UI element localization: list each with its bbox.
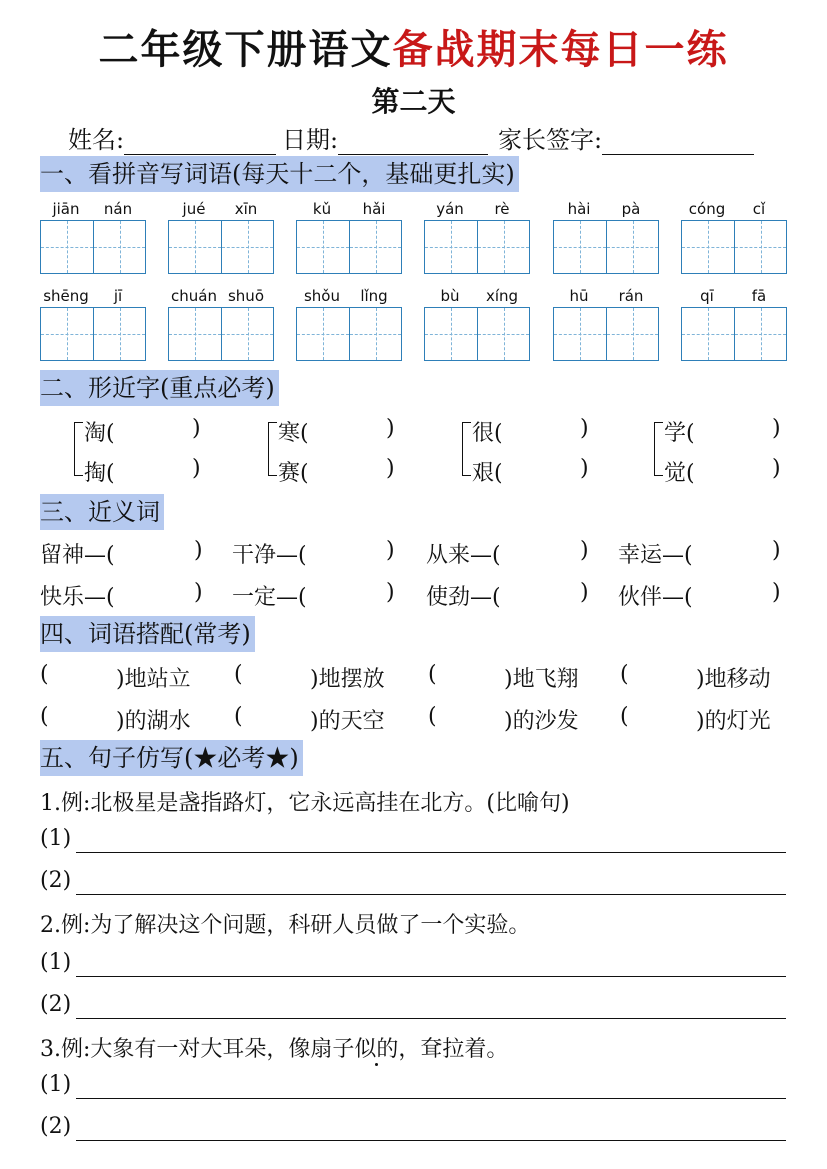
tianzige-box[interactable]: [553, 307, 659, 361]
similar-char: 掏(: [84, 461, 115, 486]
open-paren: (: [234, 662, 243, 687]
open-paren: (: [428, 704, 437, 729]
answer-blank[interactable]: [326, 416, 380, 446]
pinyin-label: jué: [182, 200, 206, 218]
page-title: [0, 18, 827, 75]
similar-char: 学(: [664, 421, 695, 446]
similar-char: 赛(: [278, 461, 309, 486]
synonym-word: 伙伴—(: [618, 585, 693, 610]
collocation-word: )地飞翔: [504, 667, 579, 692]
pinyin-label: pà: [621, 200, 641, 218]
synonym-word: 快乐—(: [40, 585, 115, 610]
name-input[interactable]: [124, 128, 276, 155]
answer-blank[interactable]: [132, 416, 186, 446]
close-paren: ): [386, 538, 395, 563]
parent-signature-input[interactable]: [602, 128, 754, 155]
title-red: 备战期末每日一练: [392, 27, 729, 73]
answer-blank[interactable]: [512, 538, 582, 568]
ex3-part-a: 3.例:大象有一对大耳朵，像扇子: [40, 1037, 355, 1062]
pinyin-label: lǐng: [360, 287, 388, 305]
similar-char: 很(: [472, 421, 503, 446]
tianzige-box[interactable]: [40, 307, 146, 361]
title-black: 二年级下册语文: [98, 27, 393, 73]
collocation-word: )地摆放: [310, 667, 385, 692]
bracket: [268, 422, 277, 476]
date-field: [282, 120, 488, 155]
close-paren: ): [772, 538, 781, 563]
answer-line-label: (1): [40, 826, 72, 851]
tianzige-cell[interactable]: [682, 308, 734, 360]
answer-blank[interactable]: [704, 538, 774, 568]
tianzige-box[interactable]: [296, 307, 402, 361]
ex3-emphasis: 似的: [354, 1037, 399, 1062]
close-paren: ): [580, 580, 589, 605]
close-paren: ): [386, 580, 395, 605]
pinyin-label: shǒu: [303, 287, 340, 305]
answer-blank[interactable]: [712, 416, 766, 446]
answer-line-label: (2): [40, 992, 72, 1017]
parent-signature-field: [498, 120, 754, 155]
synonym-word: 使劲—(: [426, 585, 501, 610]
answer-blank[interactable]: [520, 416, 574, 446]
answer-line[interactable]: [76, 1140, 786, 1141]
similar-char: 艰(: [472, 461, 503, 486]
similar-char: 淘(: [84, 421, 115, 446]
open-paren: (: [234, 704, 243, 729]
tianzige-cell[interactable]: [169, 221, 221, 273]
date-label: 日期:: [282, 126, 339, 154]
pinyin-label: nán: [103, 200, 133, 218]
tianzige-cell[interactable]: [554, 221, 606, 273]
pinyin-label: hū: [569, 287, 589, 305]
tianzige-box[interactable]: [424, 307, 530, 361]
open-paren: (: [620, 662, 629, 687]
page-subtitle: 第二天: [371, 85, 456, 118]
pinyin-label: jī: [113, 287, 123, 305]
ex3-part-c: ，耷拉着。: [398, 1037, 509, 1062]
close-paren: ): [772, 416, 781, 441]
tianzige-cell[interactable]: [349, 221, 401, 273]
pinyin-label: cóng: [688, 200, 726, 218]
synonym-word: 从来—(: [426, 543, 501, 568]
section-1-heading: 一、看拼音写词语(每天十二个，基础更扎实): [40, 156, 519, 192]
pinyin-label: shuō: [227, 287, 264, 305]
tianzige-box[interactable]: [296, 220, 402, 274]
tianzige-box[interactable]: [424, 220, 530, 274]
answer-blank[interactable]: [126, 580, 196, 610]
section-4-heading: 四、词语搭配(常考): [40, 616, 255, 652]
close-paren: ): [194, 538, 203, 563]
tianzige-cell[interactable]: [606, 221, 658, 273]
tianzige-cell[interactable]: [41, 221, 93, 273]
collocation-word: )的天空: [310, 709, 385, 734]
answer-blank[interactable]: [712, 456, 766, 486]
open-paren: (: [40, 704, 49, 729]
answer-blank[interactable]: [326, 456, 380, 486]
bracket: [654, 422, 663, 476]
sentence-example-3: [40, 1032, 508, 1063]
pinyin-label: jiān: [52, 200, 80, 218]
date-input[interactable]: [338, 128, 488, 155]
pinyin-label: hǎi: [362, 200, 386, 218]
name-label: 姓名:: [68, 126, 125, 154]
synonym-word: 幸运—(: [618, 543, 693, 568]
answer-blank[interactable]: [520, 456, 574, 486]
answer-blank[interactable]: [704, 580, 774, 610]
pinyin-label: rán: [618, 287, 644, 305]
answer-blank[interactable]: [54, 662, 114, 692]
section-2-heading: 二、形近字(重点必考): [40, 370, 279, 406]
tianzige-cell[interactable]: [93, 308, 145, 360]
answer-blank[interactable]: [318, 580, 388, 610]
tianzige-box[interactable]: [168, 220, 274, 274]
answer-blank[interactable]: [512, 580, 582, 610]
close-paren: ): [580, 456, 589, 481]
close-paren: ): [192, 416, 201, 441]
pinyin-label: qī: [700, 287, 714, 305]
tianzige-cell[interactable]: [297, 221, 349, 273]
tianzige-cell[interactable]: [606, 308, 658, 360]
answer-blank[interactable]: [318, 538, 388, 568]
tianzige-box[interactable]: [681, 307, 787, 361]
answer-blank[interactable]: [442, 662, 502, 692]
close-paren: ): [194, 580, 203, 605]
name-field: [68, 120, 276, 155]
pinyin-label: shēng: [43, 287, 89, 305]
answer-blank[interactable]: [54, 704, 114, 734]
tianzige-cell[interactable]: [221, 308, 273, 360]
answer-blank[interactable]: [634, 662, 694, 692]
tianzige-cell[interactable]: [41, 308, 93, 360]
tianzige-cell[interactable]: [425, 221, 477, 273]
synonym-word: 干净—(: [232, 543, 307, 568]
pinyin-label: bù: [440, 287, 460, 305]
close-paren: ): [772, 580, 781, 605]
tianzige-cell[interactable]: [477, 308, 529, 360]
tianzige-cell[interactable]: [477, 221, 529, 273]
pinyin-label: yán: [436, 200, 464, 218]
pinyin-label: fā: [751, 287, 767, 305]
answer-line[interactable]: [76, 894, 786, 895]
similar-char: 觉(: [664, 461, 695, 486]
section-3-heading: 三、近义词: [40, 494, 164, 530]
tianzige-box[interactable]: [40, 220, 146, 274]
answer-blank[interactable]: [132, 456, 186, 486]
synonym-word: 留神—(: [40, 543, 115, 568]
answer-line[interactable]: [76, 852, 786, 853]
tianzige-cell[interactable]: [349, 308, 401, 360]
pinyin-label: xīn: [234, 200, 258, 218]
tianzige-cell[interactable]: [93, 221, 145, 273]
pinyin-label: hài: [567, 200, 591, 218]
section-5-heading: 五、句子仿写(★必考★): [40, 740, 303, 776]
close-paren: ): [580, 538, 589, 563]
tianzige-box[interactable]: [168, 307, 274, 361]
pinyin-label: xíng: [485, 287, 519, 305]
answer-line[interactable]: [76, 1018, 786, 1019]
answer-line-label: (1): [40, 950, 72, 975]
bracket: [462, 422, 471, 476]
collocation-word: )地移动: [696, 667, 771, 692]
open-paren: (: [620, 704, 629, 729]
similar-char: 寒(: [278, 421, 309, 446]
tianzige-cell[interactable]: [169, 308, 221, 360]
sentence-example-2: 2.例:为了解决这个问题，科研人员做了一个实验。: [40, 913, 531, 938]
tianzige-cell[interactable]: [682, 221, 734, 273]
answer-blank[interactable]: [442, 704, 502, 734]
tianzige-box[interactable]: [681, 220, 787, 274]
answer-line-label: (2): [40, 1114, 72, 1139]
answer-blank[interactable]: [126, 538, 196, 568]
answer-blank[interactable]: [248, 662, 308, 692]
collocation-word: )的湖水: [116, 709, 191, 734]
parent-label: 家长签字:: [498, 126, 603, 154]
collocation-word: )地站立: [116, 667, 191, 692]
sentence-example-1: 1.例:北极星是盏指路灯，它永远高挂在北方。(比喻句): [40, 791, 570, 816]
collocation-word: )的灯光: [696, 709, 771, 734]
close-paren: ): [772, 456, 781, 481]
tianzige-cell[interactable]: [297, 308, 349, 360]
tianzige-cell[interactable]: [221, 221, 273, 273]
collocation-word: )的沙发: [504, 709, 579, 734]
answer-blank[interactable]: [248, 704, 308, 734]
answer-line-label: (2): [40, 868, 72, 893]
open-paren: (: [40, 662, 49, 687]
bracket: [74, 422, 83, 476]
answer-line-label: (1): [40, 1072, 72, 1097]
close-paren: ): [386, 416, 395, 441]
pinyin-label: rè: [494, 200, 510, 218]
tianzige-cell[interactable]: [425, 308, 477, 360]
pinyin-label: chuán: [171, 287, 217, 305]
close-paren: ): [580, 416, 589, 441]
synonym-word: 一定—(: [232, 585, 307, 610]
pinyin-label: kǔ: [312, 200, 332, 218]
tianzige-cell[interactable]: [554, 308, 606, 360]
tianzige-cell[interactable]: [734, 221, 786, 273]
close-paren: ): [386, 456, 395, 481]
tianzige-box[interactable]: [553, 220, 659, 274]
close-paren: ): [192, 456, 201, 481]
answer-line[interactable]: [76, 1098, 786, 1099]
answer-line[interactable]: [76, 976, 786, 977]
answer-blank[interactable]: [634, 704, 694, 734]
open-paren: (: [428, 662, 437, 687]
pinyin-label: cǐ: [752, 200, 766, 218]
tianzige-cell[interactable]: [734, 308, 786, 360]
